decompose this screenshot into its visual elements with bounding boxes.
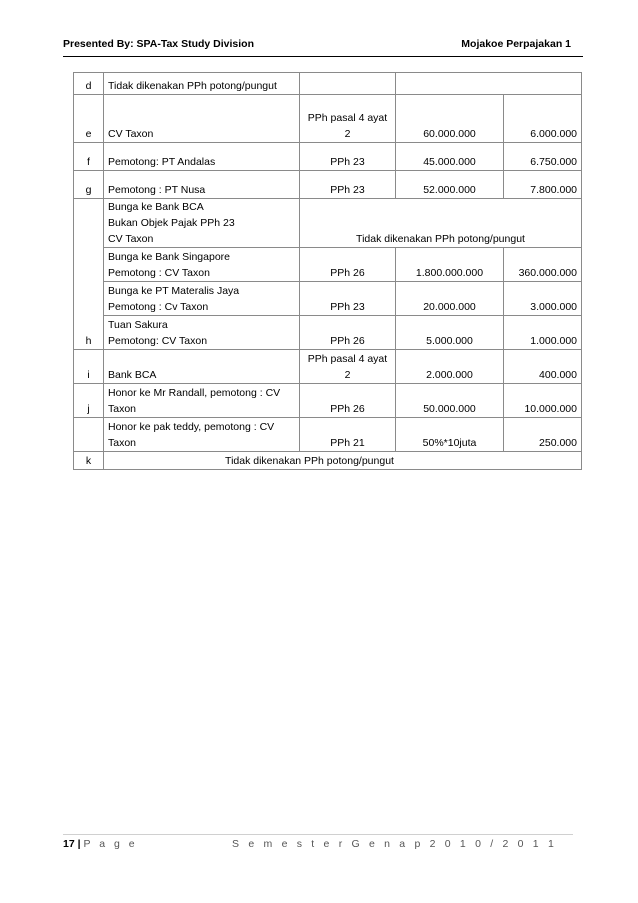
row-description: Tidak dikenakan PPh potong/pungut: [104, 73, 300, 95]
header-presenter: Presented By: SPA-Tax Study Division: [63, 38, 254, 50]
table-row: [74, 95, 582, 143]
pph-type-line: 2: [344, 369, 351, 381]
gross-amount: 2.000.000: [396, 350, 504, 384]
gross-amount: 60.000.000: [396, 95, 504, 143]
empty-cell: [74, 418, 104, 452]
page-separator: |: [77, 838, 81, 850]
description-line: Tuan Sakura: [108, 319, 168, 331]
row-letter: j: [74, 384, 104, 418]
row-letter: g: [74, 171, 104, 199]
pph-type-line: PPh pasal 4 ayat: [307, 112, 388, 124]
description-line: Honor ke pak teddy, pemotong : CV: [108, 421, 275, 433]
page-footer: [63, 838, 573, 852]
tax-amount: 6.000.000: [504, 95, 582, 143]
row-description: CV Taxon: [104, 95, 300, 143]
description-line: Taxon: [108, 403, 137, 415]
pph-type-cell: [300, 350, 396, 384]
row-description: [104, 384, 300, 418]
gross-amount: 5.000.000: [396, 316, 504, 350]
description-line: Pemotong : Cv Taxon: [108, 301, 209, 313]
pph-type-cell: [300, 95, 396, 143]
empty-cell: [74, 199, 104, 248]
row-letter: h: [74, 316, 104, 350]
pph-type: PPh 26: [300, 316, 396, 350]
empty-cell: [300, 73, 396, 95]
table-row: [74, 248, 582, 282]
tax-table: [73, 72, 582, 470]
row-letter: f: [74, 143, 104, 171]
gross-amount: 50%*10juta: [396, 418, 504, 452]
row-description: Pemotong : PT Nusa: [104, 171, 300, 199]
row-letter: k: [74, 452, 104, 470]
page-number: 17: [63, 838, 75, 850]
table-row: [74, 73, 582, 95]
gross-amount: 45.000.000: [396, 143, 504, 171]
semester-label: S e m e s t e r G e n a p 2 0 1 0 / 2 0 1 1: [232, 838, 557, 850]
description-line: Pemotong : CV Taxon: [108, 267, 210, 279]
tax-amount: 10.000.000: [504, 384, 582, 418]
table-row: [74, 282, 582, 316]
tax-amount: 250.000: [504, 418, 582, 452]
row-description: [104, 199, 300, 248]
description-line: Taxon: [108, 437, 137, 449]
pph-type: PPh 26: [300, 248, 396, 282]
header-document-title: Mojakoe Perpajakan 1: [461, 38, 571, 50]
tax-amount: 7.800.000: [504, 171, 582, 199]
gross-amount: 20.000.000: [396, 282, 504, 316]
table-row: [74, 316, 582, 350]
pph-type: PPh 23: [300, 282, 396, 316]
row-description: [104, 316, 300, 350]
table-row: [74, 171, 582, 199]
page-number-block: [63, 838, 138, 850]
tax-amount: 6.750.000: [504, 143, 582, 171]
empty-cell: [74, 282, 104, 316]
page-header: [63, 38, 573, 52]
description-line: Bukan Objek Pajak PPh 23: [108, 217, 235, 229]
page-label: P a g e: [83, 838, 138, 850]
row-description: Pemotong: PT Andalas: [104, 143, 300, 171]
pph-type-line: PPh pasal 4 ayat: [307, 353, 388, 365]
description-line: CV Taxon: [108, 233, 154, 245]
header-rule: [63, 56, 583, 57]
pph-type: PPh 23: [300, 143, 396, 171]
tax-amount: 360.000.000: [504, 248, 582, 282]
pph-type: PPh 23: [300, 171, 396, 199]
description-line: Bunga ke PT Materalis Jaya: [108, 285, 240, 297]
empty-cell: [504, 73, 582, 95]
table-row: [74, 199, 582, 248]
gross-amount: 50.000.000: [396, 384, 504, 418]
pph-type: PPh 21: [300, 418, 396, 452]
row-letter: e: [74, 95, 104, 143]
empty-cell: [396, 73, 504, 95]
pph-type: PPh 26: [300, 384, 396, 418]
pph-type-line: 2: [344, 128, 351, 140]
description-line: Pemotong: CV Taxon: [108, 335, 208, 347]
gross-amount: 1.800.000.000: [396, 248, 504, 282]
row-description: [104, 248, 300, 282]
description-line: Honor ke Mr Randall, pemotong : CV: [108, 387, 281, 399]
not-withheld-note: Tidak dikenakan PPh potong/pungut: [104, 452, 582, 470]
description-line: Bunga ke Bank BCA: [108, 201, 204, 213]
table-row: [74, 452, 582, 470]
table-row: [74, 384, 582, 418]
row-description: Bank BCA: [104, 350, 300, 384]
description-line: Bunga ke Bank Singapore: [108, 251, 231, 263]
footer-rule: [63, 834, 573, 835]
tax-amount: 3.000.000: [504, 282, 582, 316]
not-withheld-note: Tidak dikenakan PPh potong/pungut: [300, 199, 582, 248]
gross-amount: 52.000.000: [396, 171, 504, 199]
row-description: [104, 282, 300, 316]
row-letter: d: [74, 73, 104, 95]
tax-amount: 1.000.000: [504, 316, 582, 350]
row-description: [104, 418, 300, 452]
table-row: [74, 350, 582, 384]
empty-cell: [74, 248, 104, 282]
row-letter: i: [74, 350, 104, 384]
tax-amount: 400.000: [504, 350, 582, 384]
table-row: [74, 418, 582, 452]
table-row: [74, 143, 582, 171]
